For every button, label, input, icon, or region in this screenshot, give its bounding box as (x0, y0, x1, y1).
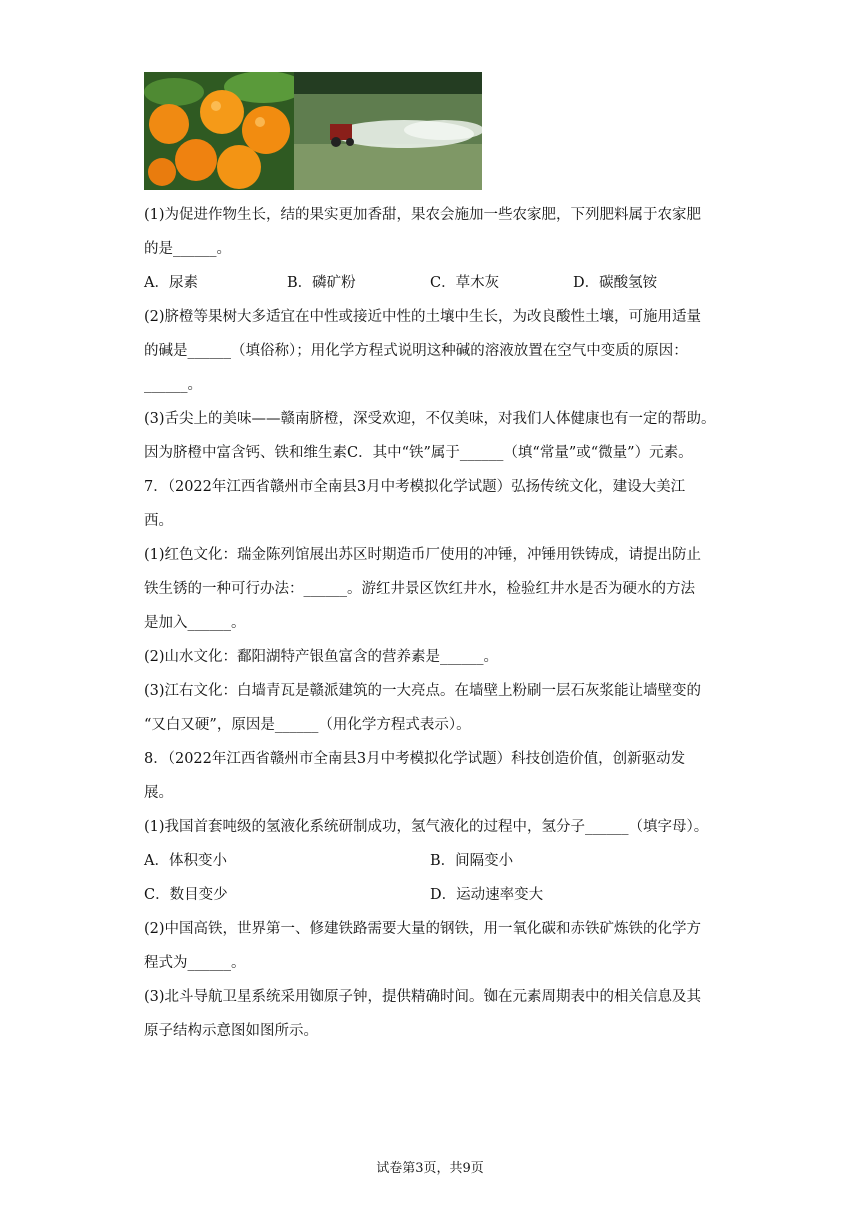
oranges-illustration (144, 72, 294, 190)
q8-option-c: C．数目变少 (144, 887, 228, 903)
q8-part2-line2: 程式为______。 (144, 955, 246, 971)
q8-option-d: D．运动速率变大 (430, 887, 544, 903)
q7-part1-line3: 是加入______。 (144, 615, 246, 631)
q6-option-a: A．尿素 (144, 275, 198, 291)
q6-part2-line2: 的碱是______（填俗称）；用化学方程式说明这种碱的溶液放置在空气中变质的原因： (144, 343, 688, 359)
q6-option-c: C．草木灰 (430, 275, 500, 291)
q6-option-d: D．碳酸氢铵 (573, 275, 658, 291)
field-spraying-photo (294, 72, 482, 190)
q6-part3-line2: 因为脐橙中富含钙、铁和维生素C．其中“铁”属于______（填“常量”或“微量”）元素。 (144, 445, 693, 461)
q8-part2-line1: (2)中国高铁，世界第一、修建铁路需要大量的钢铁，用一氧化碳和赤铁矿炼铁的化学方 (144, 921, 702, 937)
q6-part2-line3: ______。 (144, 377, 202, 393)
q8-stem-line2: 展。 (144, 785, 173, 801)
q7-part2: (2)山水文化：鄱阳湖特产银鱼富含的营养素是______。 (144, 649, 499, 665)
q8-part3-line1: (3)北斗导航卫星系统采用铷原子钟，提供精确时间。铷在元素周期表中的相关信息及其 (144, 989, 702, 1005)
q8-part1: (1)我国首套吨级的氢液化系统研制成功，氢气液化的过程中，氢分子______（填字母）。 (144, 819, 709, 835)
q7-part1-line1: (1)红色文化：瑞金陈列馆展出苏区时期造币厂使用的冲锤，冲锤用铁铸成，请提出防止 (144, 547, 702, 563)
question-photos (144, 72, 482, 190)
q6-option-b: B．磷矿粉 (287, 275, 356, 291)
q7-part3-line2: “又白又硬”，原因是______（用化学方程式表示）。 (144, 717, 471, 733)
q7-part3-line1: (3)江右文化：白墙青瓦是赣派建筑的一大亮点。在墙壁上粉刷一层石灰浆能让墙壁变的 (144, 683, 702, 699)
page-footer: 试卷第3页，共9页 (376, 1161, 484, 1176)
q8-option-a: A．体积变小 (144, 853, 227, 869)
tractor-spraying-illustration (294, 72, 482, 190)
q8-options-row1 (144, 844, 716, 878)
q8-options-row2 (144, 878, 716, 912)
q6-part3-line1: (3)舌尖上的美味——赣南脐橙，深受欢迎，不仅美味，对我们人体健康也有一定的帮助。 (144, 411, 716, 427)
q8-part3-line2: 原子结构示意图如图所示。 (144, 1023, 318, 1039)
oranges-photo (144, 72, 294, 190)
q6-part1-line2: 的是______。 (144, 241, 231, 257)
q6-part2-line1: (2)脐橙等果树大多适宜在中性或接近中性的土壤中生长，为改良酸性土壤，可施用适量 (144, 309, 702, 325)
exam-page-content (144, 198, 716, 1048)
q6-part1-line1: (1)为促进作物生长，结的果实更加香甜，果农会施加一些农家肥，下列肥料属于农家肥 (144, 207, 702, 223)
q8-stem-line1: 8．（2022年江西省赣州市全南县3月中考模拟化学试题）科技创造价值，创新驱动发 (144, 751, 686, 767)
q8-option-b: B．间隔变小 (430, 853, 514, 869)
q6-options (144, 266, 716, 300)
q7-stem-line2: 西。 (144, 513, 173, 529)
q7-stem-line1: 7．（2022年江西省赣州市全南县3月中考模拟化学试题）弘扬传统文化，建设大美江 (144, 479, 686, 495)
q7-part1-line2: 铁生锈的一种可行办法：______。游红井景区饮红井水，检验红井水是否为硬水的方法 (144, 581, 695, 597)
